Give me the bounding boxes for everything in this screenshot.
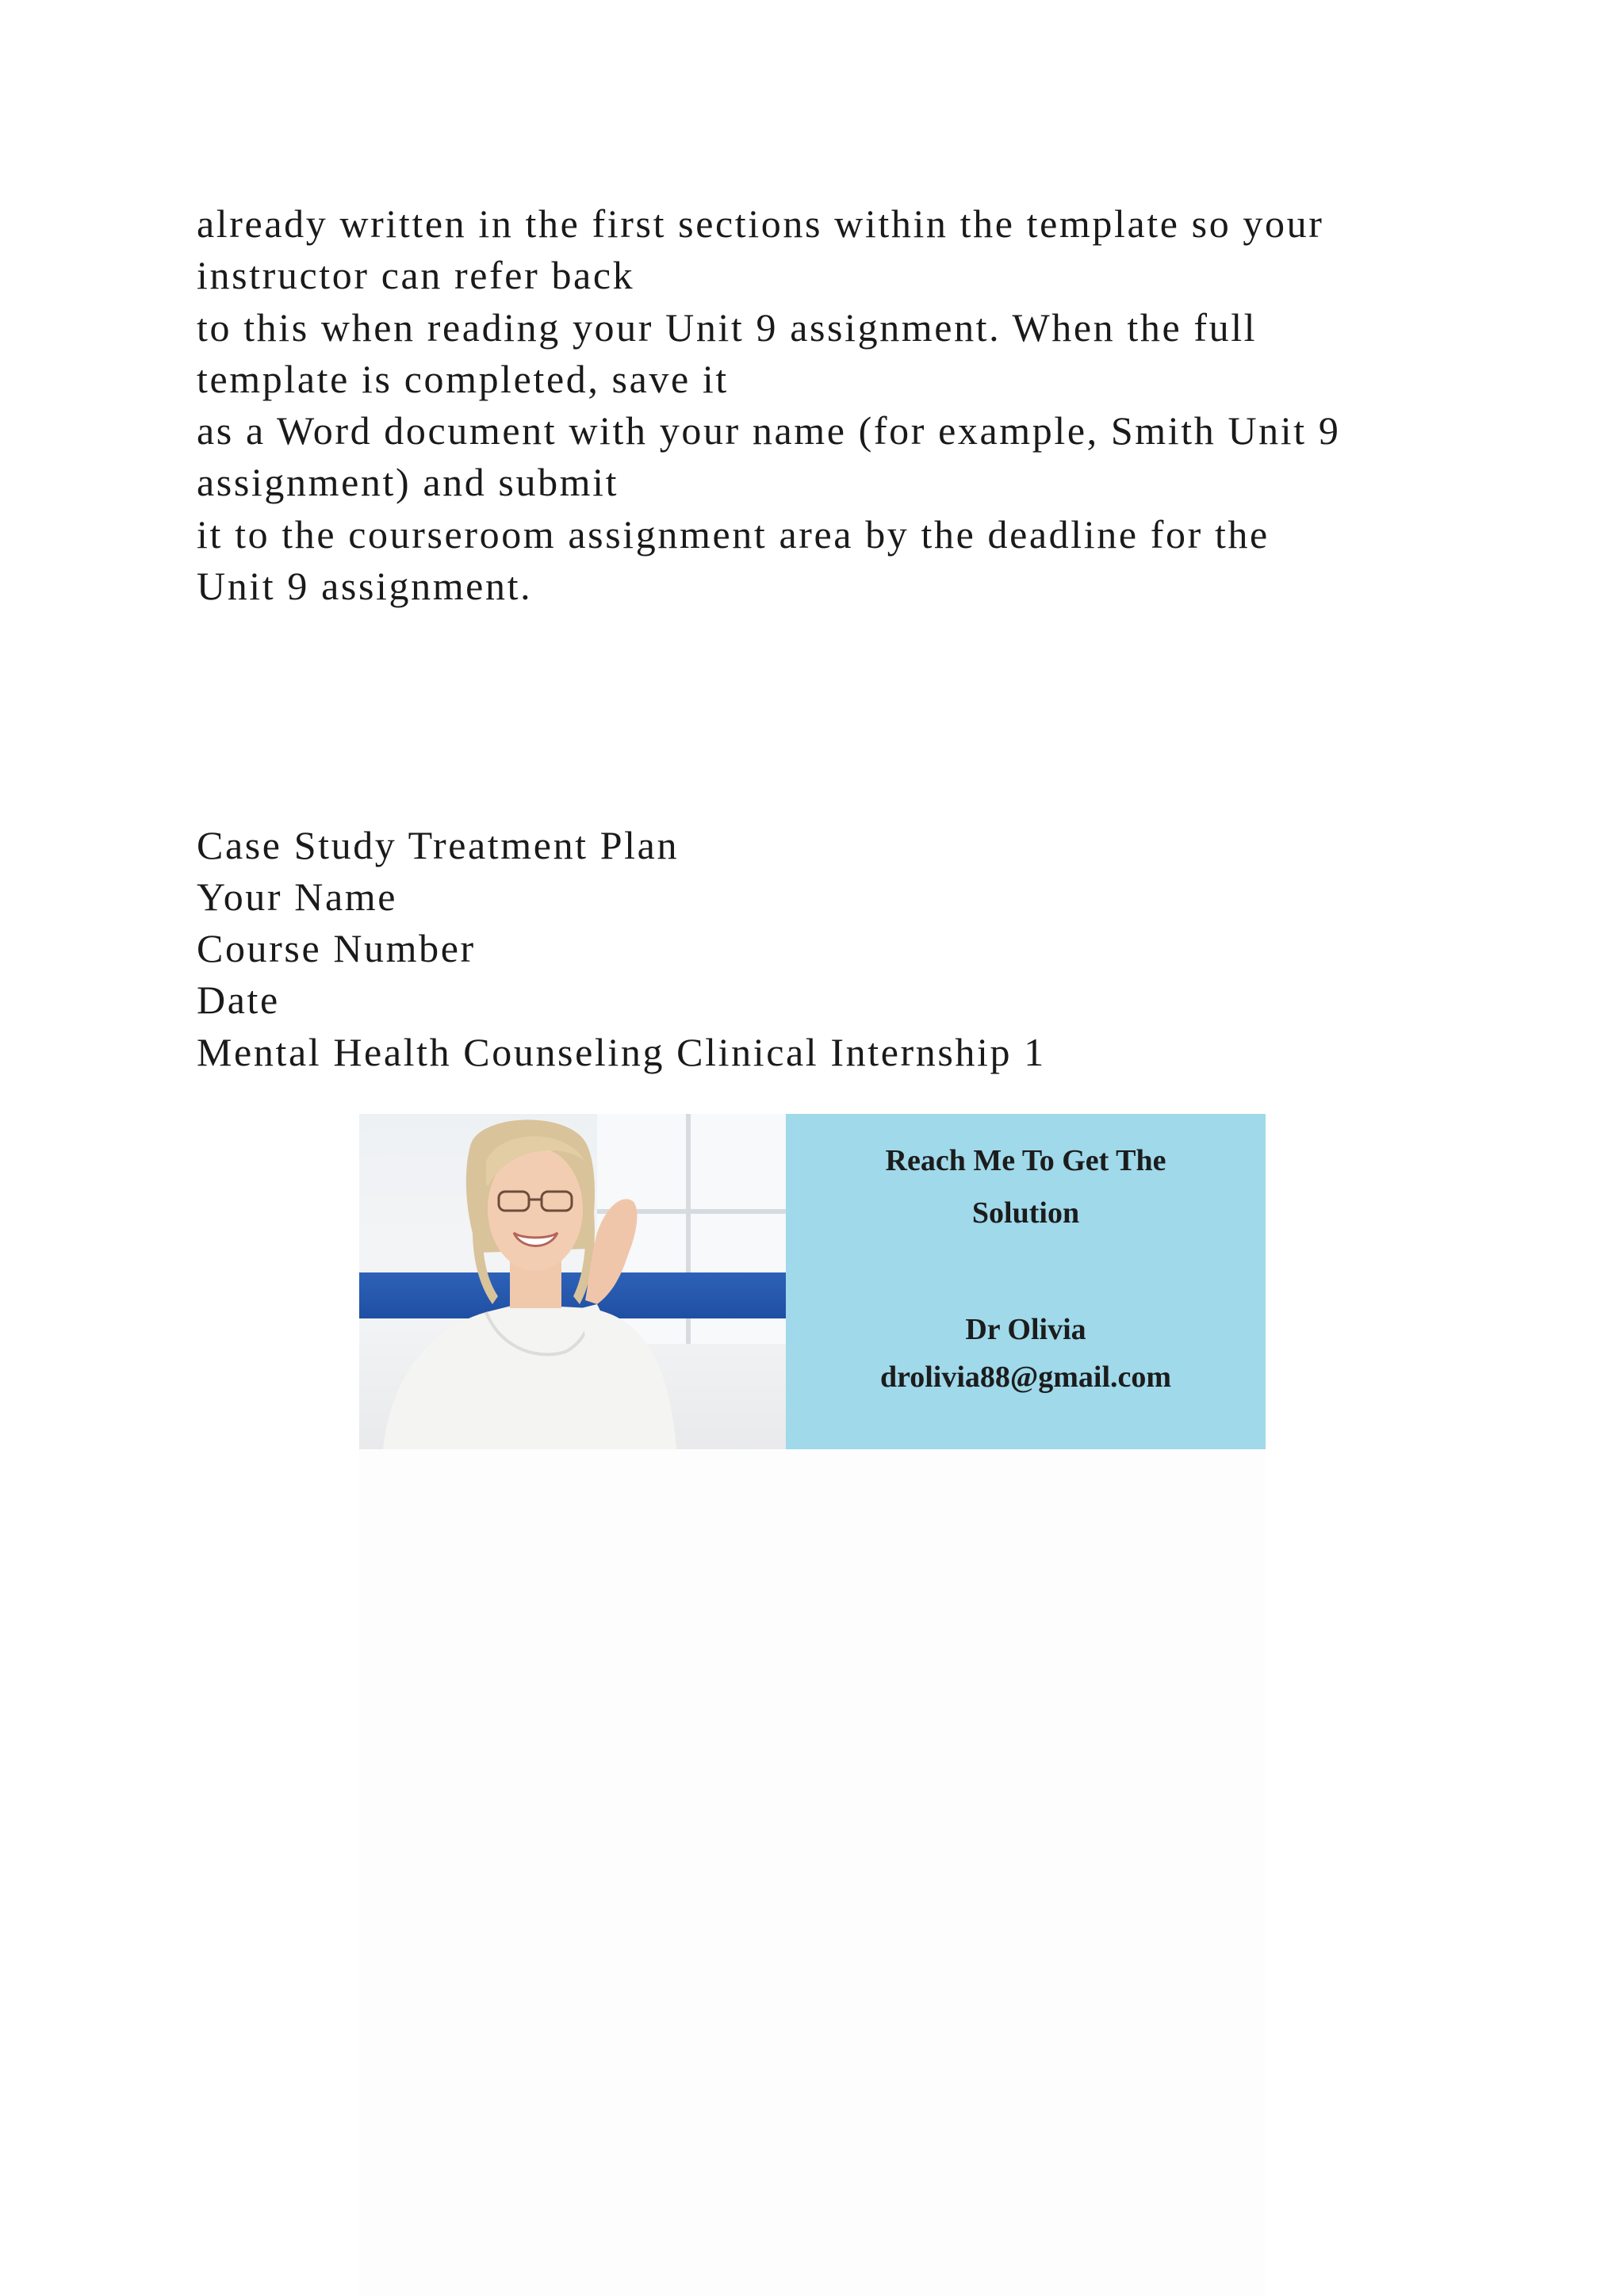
document-date: Date [197,978,280,1022]
document-title: Case Study Treatment Plan [197,823,680,867]
paragraph-line-8: Unit 9 assignment. [197,564,533,608]
contact-email: drolivia88@gmail.com [879,1360,1172,1394]
paragraph-line-5: as a Word document with your name (for example, Smith Unit 9 [197,408,1341,453]
contact-panel [786,1114,1266,1449]
program-name: Mental Health Counseling Clinical Internship 1 [197,1030,1046,1074]
contact-banner [359,1114,1266,1449]
woman-photo [359,1114,786,1449]
paragraph-line-4: template is completed, save it [197,357,729,401]
banner-headline-line-1: Reach Me To Get The [885,1144,1166,1177]
course-number: Course Number [197,926,476,970]
banner-headline-line-2: Solution [971,1196,1080,1230]
paragraph-line-3: to this when reading your Unit 9 assignment. When the full [197,305,1258,350]
paragraph-line-2: instructor can refer back [197,253,635,297]
paragraph-line-6: assignment) and submit [197,460,619,504]
woman-figure [359,1114,786,1449]
contact-name: Dr Olivia [965,1313,1086,1346]
paragraph-line-1: already written in the first sections within the template so your [197,201,1324,246]
blank-image-area [359,1449,1266,2296]
paragraph-line-7: it to the courseroom assignment area by the deadline for the [197,512,1270,557]
author-name: Your Name [197,874,398,919]
